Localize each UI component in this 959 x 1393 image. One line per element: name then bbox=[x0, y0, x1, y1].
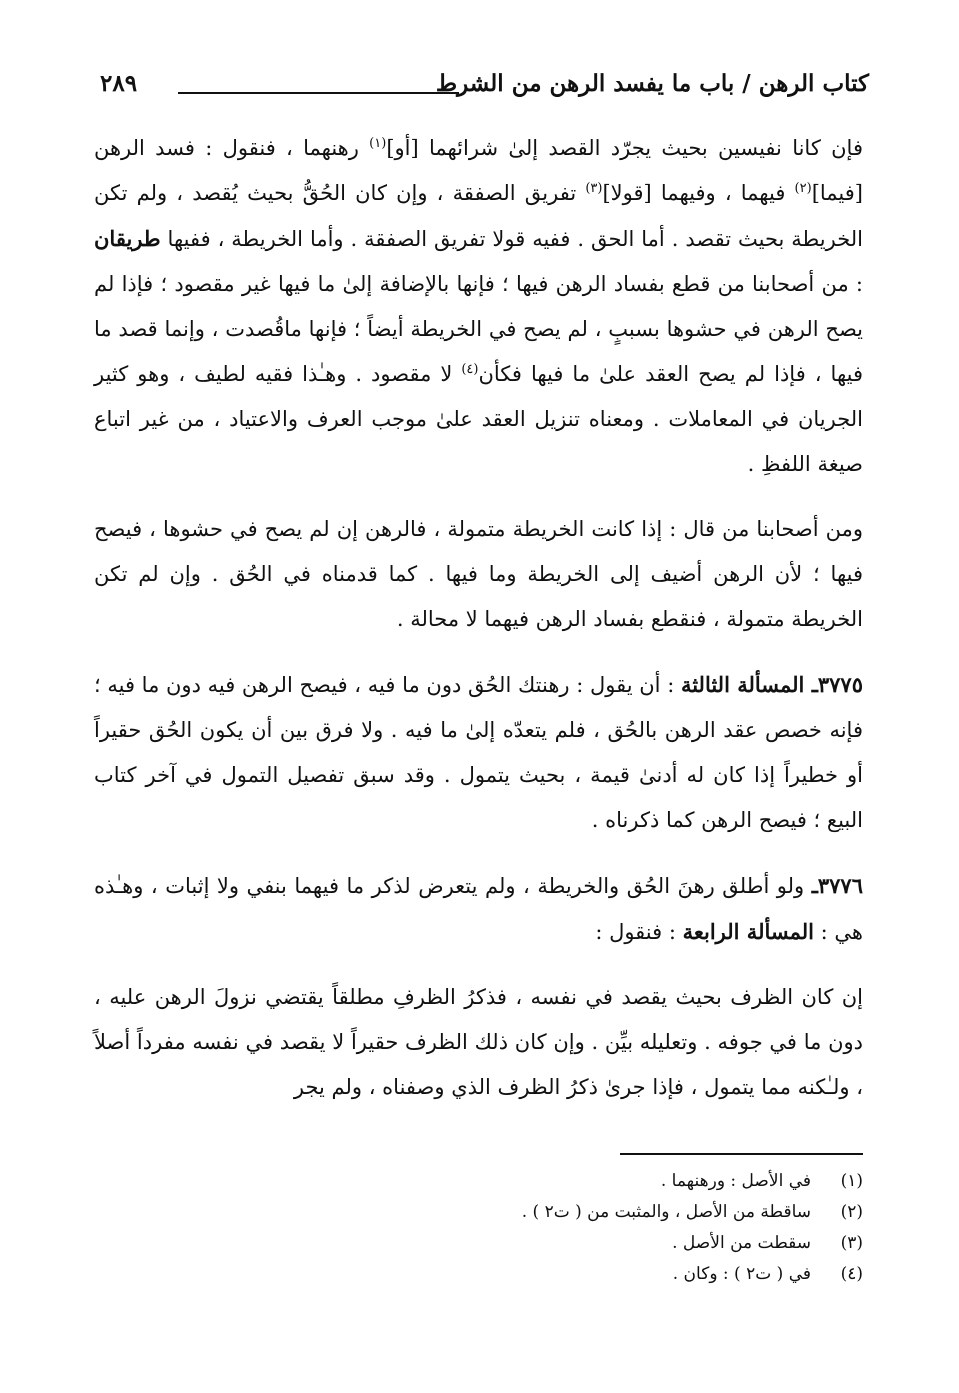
text-run: : من أصحابنا من قطع بفساد الرهن فيها ؛ فإنها بالإضافة إلىٰ ما فيها غير مقصود ؛ فإذا لم يصح الرهن في حشوها بسببٍ ، لم يصح في الخريطة أيضاً ؛ فإنها ماقُصدت ، وإنما قصد ما فيها ، فإذا لم يصح العقد علىٰ ما فيها فكأن bbox=[94, 272, 863, 386]
paragraph-1 bbox=[94, 126, 863, 487]
footnote-ref-2: (٢) bbox=[794, 181, 812, 196]
issue-number: ٣٧٧٦ـ bbox=[811, 873, 863, 898]
text-run: ولو أطلق رهنَ الحُق والخريطة ، ولم يتعرض لذكر ما فيهما بنفي ولا إثبات ، وهـٰذه هي : bbox=[94, 874, 863, 944]
text-run: لا مقصود . وهـٰذا فقيه لطيف ، وهو كثير الجريان في المعاملات . ومعناه تنزيل العقد علىٰ موجب العرف والاعتياد ، من غير اتباع صيغة اللفظِ . bbox=[94, 362, 863, 476]
bold-term: طريقان bbox=[94, 226, 161, 251]
footnote-text: في الأصل : ورهنهما . bbox=[660, 1171, 811, 1191]
issue-heading: المسألة الرابعة bbox=[682, 919, 814, 944]
footnote-item bbox=[300, 1197, 863, 1228]
issue-heading: ٣٧٧٥ـ المسألة الثالثة bbox=[680, 672, 863, 697]
paragraph-5 bbox=[94, 975, 863, 1110]
header-title: كتاب الرهن / باب ما يفسد الرهن من الشرط bbox=[435, 70, 869, 97]
page-number: ٢٨٩ bbox=[100, 70, 138, 97]
text-run: تفريق الصفقة ، وإن كان الحُقُّ بحيث يُقصد ، ولم تكن الخريطة بحيث تقصد . أما الحق . ففيه قولا تفريق الصفقة . وأما الخريطة ، ففيها bbox=[94, 181, 863, 251]
header-rule bbox=[178, 92, 459, 94]
footnote-item bbox=[300, 1259, 863, 1290]
footnote-number: (٢) bbox=[840, 1202, 863, 1222]
footnote-number: (٤) bbox=[840, 1264, 863, 1284]
footnote-number: (٣) bbox=[840, 1233, 863, 1253]
paragraph-3 bbox=[94, 662, 863, 843]
footnote-number: (١) bbox=[840, 1171, 863, 1191]
footnote-ref-3: (٣) bbox=[585, 181, 603, 196]
text-run: : أن يقول : رهنتك الحُق دون ما فيه ، فيصح الرهن فيه دون ما فيه ؛ فإنه خصص عقد الرهن بالحُق ، فلم يتعدّه إلىٰ ما فيه . ولا فرق بين أن يكون الحُق حقيراً أو خطيراً إذا كان له أدنىٰ قيمة ، بحيث يتمول . وقد سبق تفصيل التمول في آخر كتاب البيع ؛ فيصح الرهن كما ذكرناه . bbox=[94, 673, 863, 832]
text-run: ومن أصحابنا من قال : إذا كانت الخريطة متمولة ، فالرهن إن لم يصح في حشوها ، فيصح فيها ؛ لأن الرهن أضيف إلى الخريطة وما فيها . كما قدمناه في الحُق . وإن لم تكن الخريطة متمولة ، فنقطع بفساد الرهن فيهما لا محالة . bbox=[94, 517, 863, 631]
main-text bbox=[94, 126, 863, 1110]
text-run: إن كان الظرف بحيث يقصد في نفسه ، فذكرُ الظرفِ مطلقاً يقتضي نزولَ الرهن عليه ، دون ما في جوفه . وتعليله بيِّن . وإن كان ذلك الظرف حقيراً لا يقصد في نفسه مفرداً أصلاً ، ولـٰكنه مما يتمول ، فإذا جرىٰ ذكرُ الظرف الذي وصفناه ، ولم يجر bbox=[94, 985, 863, 1099]
footnote-ref-4: (٤) bbox=[461, 362, 479, 377]
footnote-ref-1: (١) bbox=[369, 136, 387, 151]
footnote-item bbox=[300, 1166, 863, 1197]
text-run: فيهما ، وفيهما [قولا] bbox=[602, 181, 795, 205]
text-run: رهنهما ، فنقول : فسد الرهن [فيما] bbox=[94, 136, 863, 205]
footnote-text: ساقطة من الأصل ، والمثبت من ( ت٢ ) . bbox=[521, 1202, 811, 1222]
running-header bbox=[100, 62, 869, 112]
text-run: : فنقول : bbox=[595, 920, 683, 944]
footnote-text: في ( ت٢ ) : وكان . bbox=[672, 1264, 811, 1284]
footnote-item bbox=[300, 1228, 863, 1259]
footnotes bbox=[300, 1166, 863, 1290]
paragraph-2 bbox=[94, 507, 863, 642]
text-run: فإن كانا نفيسين بحيث يجرّد القصد إلىٰ شرائهما [أو] bbox=[386, 136, 863, 160]
paragraph-4 bbox=[94, 863, 863, 955]
footnote-separator bbox=[620, 1153, 863, 1155]
footnote-text: سقطت من الأصل . bbox=[672, 1233, 811, 1253]
